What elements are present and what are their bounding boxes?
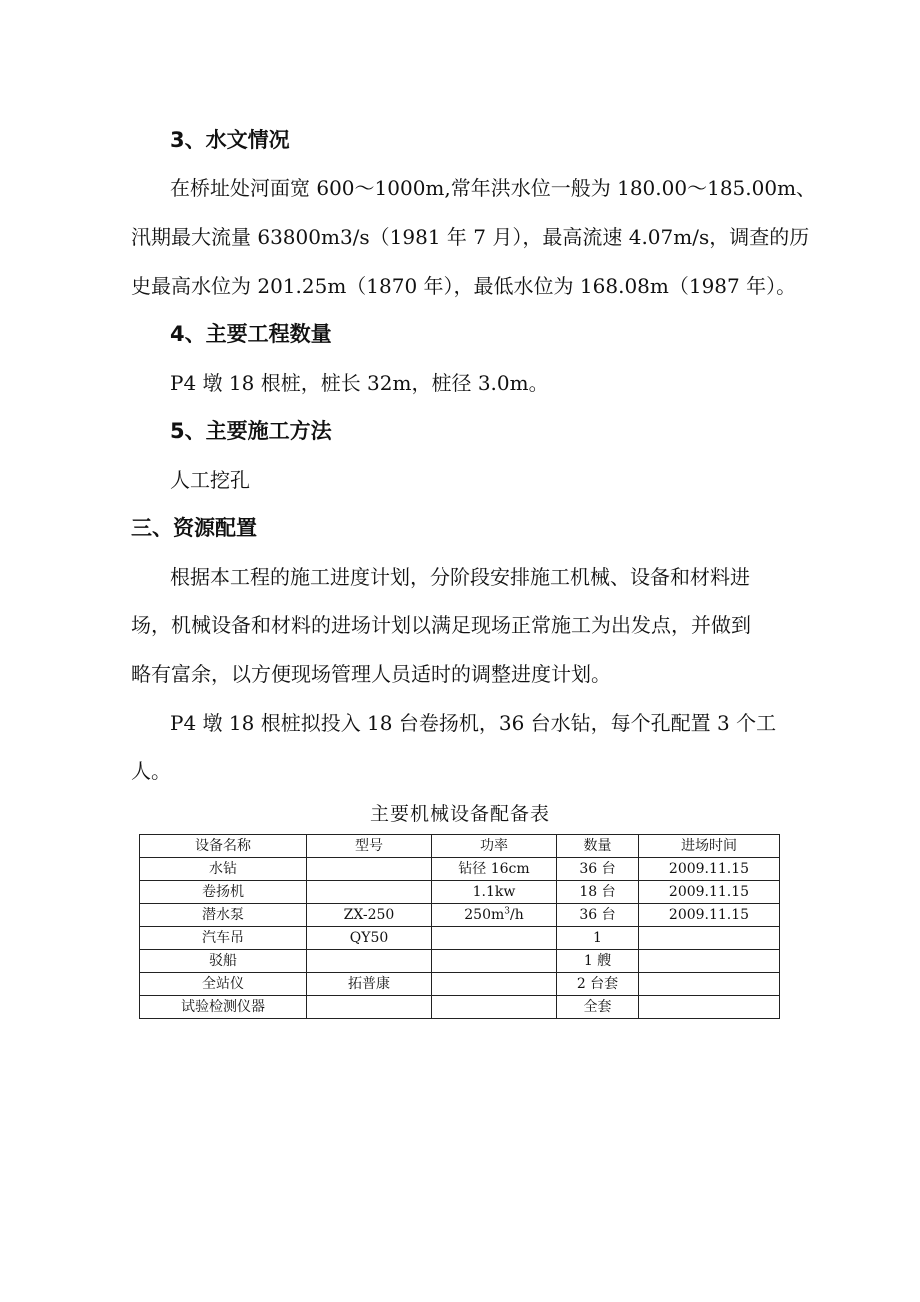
cell-power: 1.1kw bbox=[432, 881, 557, 904]
cell-power: 钻径 16cm bbox=[432, 858, 557, 881]
cell-power bbox=[432, 996, 557, 1019]
paragraph-line: 人。 bbox=[131, 759, 171, 783]
cell-model bbox=[307, 858, 432, 881]
cell-qty: 全套 bbox=[557, 996, 639, 1019]
column-header: 进场时间 bbox=[639, 835, 780, 858]
cell-name: 驳船 bbox=[140, 950, 307, 973]
paragraph-line: 史最高水位为 201.25m（1870 年），最低水位为 168.08m（1987 年）。 bbox=[131, 274, 797, 298]
column-header: 型号 bbox=[307, 835, 432, 858]
cell-model bbox=[307, 996, 432, 1019]
cell-name: 潜水泵 bbox=[140, 904, 307, 927]
cell-name: 全站仪 bbox=[140, 973, 307, 996]
paragraph-line: 汛期最大流量 63800m3/s（1981 年 7 月），最高流速 4.07m/s，调查的历 bbox=[131, 225, 810, 249]
cell-power bbox=[432, 904, 557, 927]
cell-date bbox=[639, 950, 780, 973]
paragraph-line: 场，机械设备和材料的进场计划以满足现场正常施工为出发点，并做到 bbox=[131, 613, 751, 637]
cell-date bbox=[639, 973, 780, 996]
cell-model bbox=[307, 950, 432, 973]
column-header: 功率 bbox=[432, 835, 557, 858]
section-heading-resources: 三、资源配置 bbox=[131, 516, 257, 540]
cell-model: ZX-250 bbox=[307, 904, 432, 927]
section-heading-hydrology: 3、水文情况 bbox=[170, 128, 290, 152]
paragraph-line: P4 墩 18 根桩拟投入 18 台卷扬机，36 台水钻，每个孔配置 3 个工 bbox=[170, 711, 777, 735]
column-header: 数量 bbox=[557, 835, 639, 858]
table-row bbox=[140, 996, 780, 1019]
cell-name: 水钻 bbox=[140, 858, 307, 881]
column-header: 设备名称 bbox=[140, 835, 307, 858]
section-heading-method: 5、主要施工方法 bbox=[170, 419, 332, 443]
cell-date: 2009.11.15 bbox=[639, 904, 780, 927]
table-row bbox=[140, 858, 780, 881]
equipment-table bbox=[139, 834, 780, 1019]
paragraph-line: P4 墩 18 根桩，桩长 32m，桩径 3.0m。 bbox=[170, 371, 549, 395]
table-row bbox=[140, 973, 780, 996]
cell-name: 试验检测仪器 bbox=[140, 996, 307, 1019]
power-value: 250m bbox=[464, 907, 505, 923]
cell-power bbox=[432, 927, 557, 950]
cell-qty: 18 台 bbox=[557, 881, 639, 904]
cell-model bbox=[307, 881, 432, 904]
table-row bbox=[140, 950, 780, 973]
cell-name: 汽车吊 bbox=[140, 927, 307, 950]
cell-date bbox=[639, 996, 780, 1019]
section-heading-quantities: 4、主要工程数量 bbox=[170, 322, 332, 346]
table-header-row bbox=[140, 835, 780, 858]
cell-model: QY50 bbox=[307, 927, 432, 950]
cell-qty: 36 台 bbox=[557, 904, 639, 927]
power-unit: /h bbox=[510, 907, 524, 923]
table-caption: 主要机械设备配备表 bbox=[369, 803, 550, 825]
table-row bbox=[140, 904, 780, 927]
cell-qty: 1 艘 bbox=[557, 950, 639, 973]
cell-date: 2009.11.15 bbox=[639, 881, 780, 904]
paragraph-line: 人工挖孔 bbox=[170, 468, 250, 492]
cell-power bbox=[432, 950, 557, 973]
table-row bbox=[140, 927, 780, 950]
paragraph-line: 根据本工程的施工进度计划，分阶段安排施工机械、设备和材料进 bbox=[170, 565, 750, 589]
paragraph-line: 略有富余，以方便现场管理人员适时的调整进度计划。 bbox=[131, 662, 611, 686]
power-exponent: 3 bbox=[504, 906, 510, 917]
table-row bbox=[140, 881, 780, 904]
cell-qty: 36 台 bbox=[557, 858, 639, 881]
cell-power bbox=[432, 973, 557, 996]
cell-model: 拓普康 bbox=[307, 973, 432, 996]
cell-date bbox=[639, 927, 780, 950]
cell-date: 2009.11.15 bbox=[639, 858, 780, 881]
cell-qty: 2 台套 bbox=[557, 973, 639, 996]
cell-qty: 1 bbox=[557, 927, 639, 950]
cell-name: 卷扬机 bbox=[140, 881, 307, 904]
paragraph-line: 在桥址处河面宽 600～1000m,常年洪水位一般为 180.00～185.00m、 bbox=[170, 176, 817, 200]
